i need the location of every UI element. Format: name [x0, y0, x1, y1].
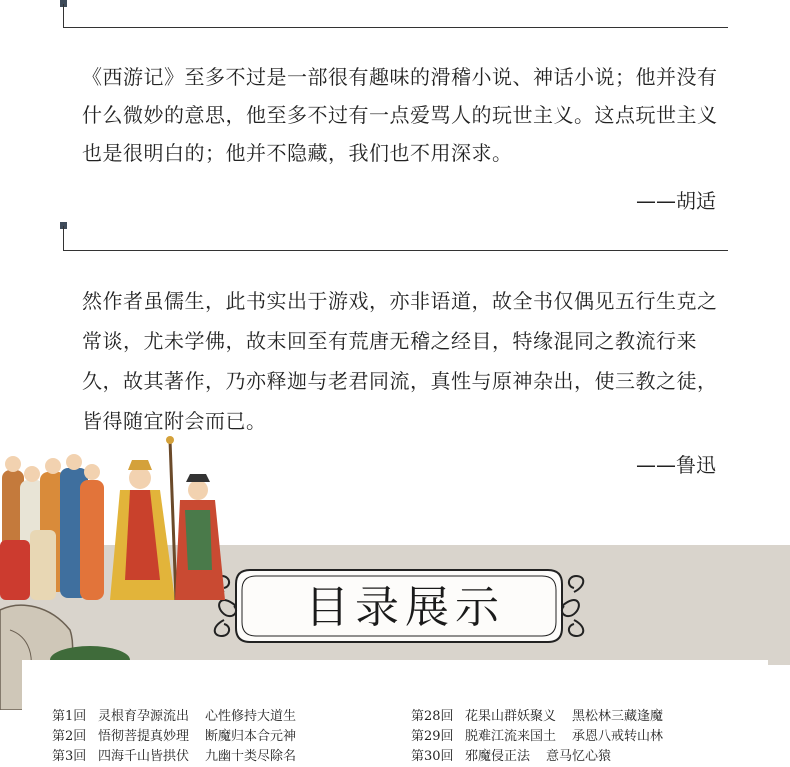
toc-chapter-title-a: 灵根育孕源流出 [98, 709, 190, 724]
toc-entry [411, 747, 663, 767]
quote-author-2: ——鲁迅 [636, 453, 716, 477]
quote-text-1: 《西游记》至多不过是一部很有趣味的滑稽小说、神话小说；他并没有什么微妙的意思，他至多不过有一点爱骂人的玩世主义。这点玩世主义也是很明白的；他并不隐藏，我们也不用深求。 [82, 65, 718, 165]
toc-chapter-title-b: 断魔归本合元神 [205, 729, 297, 744]
toc-entry [52, 707, 296, 727]
toc-chapter-title-a: 花果山群妖聚义 [465, 709, 557, 724]
toc-left-column [52, 707, 296, 767]
frame-line [63, 226, 64, 250]
toc-title: 目录展示 [305, 582, 505, 633]
quote-author-1: ——胡适 [636, 189, 716, 213]
toc-chapter-title-b: 承恩八戒转山林 [572, 729, 664, 744]
toc-entry [52, 747, 296, 767]
toc-chapter-number: 第28回 [411, 709, 454, 724]
toc-chapter-number: 第2回 [52, 729, 87, 744]
quote-text-2: 然作者虽儒生，此书实出于游戏，亦非语道，故全书仅偶见五行生克之常谈，尤未学佛，故末回至有荒唐无稽之经目，特缘混同之教流行来久，故其著作，乃亦释迦与老君同流，真性与原神杂出，使三教之徒，皆得随宜附会而已。 [82, 289, 718, 433]
frame-line [63, 27, 728, 28]
toc-entry [411, 727, 663, 747]
toc-chapter-title-a: 四海千山皆拱伏 [98, 749, 190, 764]
toc-chapter-number: 第1回 [52, 709, 87, 724]
toc-chapter-title-a: 悟彻菩提真妙理 [98, 729, 190, 744]
toc-chapter-title-b: 心性修持大道生 [205, 709, 297, 724]
toc-chapter-title-b: 意马忆心猿 [546, 749, 612, 764]
toc-chapter-number: 第30回 [411, 749, 454, 764]
toc-entry [411, 707, 663, 727]
toc-chapter-title-a: 邪魔侵正法 [465, 749, 531, 764]
toc-chapter-number: 第29回 [411, 729, 454, 744]
toc-chapter-title-a: 脱难江流来国土 [465, 729, 557, 744]
frame-line [63, 4, 64, 27]
toc-chapter-title-b: 黑松林三藏逢魔 [572, 709, 664, 724]
toc-right-column [411, 707, 663, 767]
toc-entry [52, 727, 296, 747]
toc-chapter-title-b: 九幽十类尽除名 [205, 749, 297, 764]
frame-line [63, 250, 728, 251]
toc-chapter-number: 第3回 [52, 749, 87, 764]
